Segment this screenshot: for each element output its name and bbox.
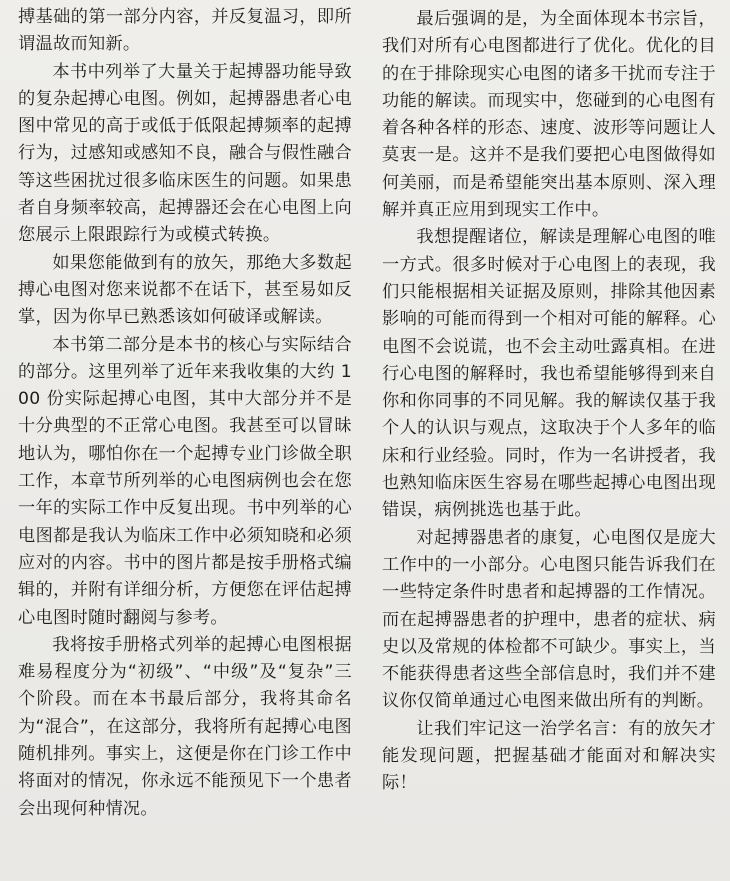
paragraph: 对起搏器患者的康复，心电图仅是庞大工作中的一小部分。心电图只能告诉我们在一些特定条件时患者和起搏器的工作情况。而在起搏器患者的护理中，患者的症状、病史以及常规的体检都不可缺少。事实上，当不能获得患者这些全部信息时，我们并不建议你仅简单通过心电图来做出所有的判断。 <box>382 527 716 712</box>
paragraph: 让我们牢记这一治学名言：有的放矢才能发现问题，把握基础才能面对和解决实际！ <box>382 718 716 794</box>
paragraph: 如果您能做到有的放矢，那绝大多数起搏心电图对您来说都不在话下，甚至易如反掌，因为你早已熟悉该如何破译或解读。 <box>18 252 352 328</box>
left-column <box>18 4 352 881</box>
paragraph: 搏基础的第一部分内容，并反复温习，即所谓温故而知新。 <box>18 7 352 55</box>
paragraph: 最后强调的是，为全面体现本书宗旨，我们对所有心电图都进行了优化。优化的目的在于排除现实心电图的诸多干扰而专注于功能的解读。而现实中，您碰到的心电图有着各种各样的形态、速度、波形等问题让人莫衷一是。这并不是我们要把心电图做得如何美丽，而是希望能突出基本原则、深入理解并真正应用到现实工作中。 <box>382 9 716 221</box>
right-column <box>382 4 716 881</box>
paragraph: 本书第二部分是本书的核心与实际结合的部分。这里列举了近年来我收集的大约 100 份实际起搏心电图，其中大部分并不是十分典型的不正常心电图。我甚至可以冒昧地认为，哪怕你在一个起搏专业门诊做全职工作，本章节所列举的心电图病例也会在您一年的实际工作中反复出现。书中列举的心电图都是我认为临床工作中必须知晓和必须应对的内容。书中的图片都是按手册格式编辑的，并附有详细分析，方便您在评估起搏心电图时随时翻阅与参考。 <box>18 334 352 628</box>
paragraph: 我想提醒诸位，解读是理解心电图的唯一方式。很多时候对于心电图上的表现，我们只能根据相关证据及原则，排除其他因素影响的可能而得到一个相对可能的解释。心电图不会说谎，也不会主动吐露真相。在进行心电图的解释时，我也希望能够得到来自你和你同事的不同见解。我的解读仅基于我个人的认识与观点，这取决于个人多年的临床和行业经验。同时，作为一名讲授者，我也熟知临床医生容易在哪些起搏心电图出现错误，病例挑选也基于此。 <box>382 227 716 521</box>
paragraph: 本书中列举了大量关于起搏器功能导致的复杂起搏心电图。例如，起搏器患者心电图中常见的高于或低于低限起搏频率的起搏行为，过感知或感知不良，融合与假性融合等这些困扰过很多临床医生的问题。如果患者自身频率较高，起搏器还会在心电图上向您展示上限跟踪行为或模式转换。 <box>18 61 352 246</box>
paragraph: 我将按手册格式列举的起搏心电图根据难易程度分为“初级”、“中级”及“复杂”三个阶段。而在本书最后部分，我将其命名为“混合”，在这部分，我将所有起搏心电图随机排列。事实上，这便是你在门诊工作中将面对的情况，你永远不能预见下一个患者会出现何种情况。 <box>18 634 352 819</box>
